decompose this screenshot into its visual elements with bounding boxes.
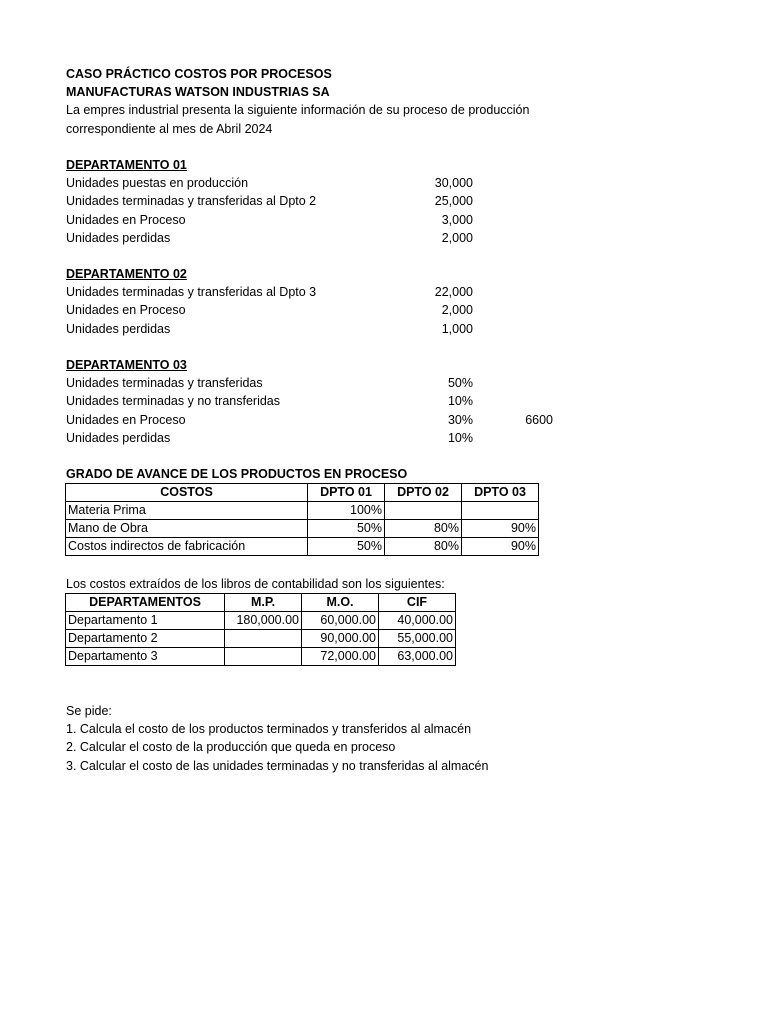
table-cell: Departamento 1: [66, 611, 225, 629]
table-header-row: [66, 484, 539, 502]
dept3-row: Unidades en Proceso 30% 6600: [66, 412, 553, 427]
table-cell: [225, 647, 302, 665]
dept1-row: Unidades terminadas y transferidas al Dpto 2 25,000: [66, 194, 473, 209]
intro-line-2: correspondiente al mes de Abril 2024: [66, 121, 273, 136]
dept1-row: Unidades perdidas 2,000: [66, 230, 473, 245]
table-header-row: [66, 593, 456, 611]
table-cell: 90%: [462, 538, 539, 556]
table-cell: Materia Prima: [66, 502, 308, 520]
list-item: 3. Calcular el costo de las unidades terminadas y no transferidas al almacén: [66, 758, 489, 773]
se-pide-heading: Se pide:: [66, 704, 112, 719]
table-cell: 72,000.00: [302, 647, 379, 665]
document-title: CASO PRÁCTICO COSTOS POR PROCESOS: [66, 67, 332, 81]
dept2-row: Unidades en Proceso 2,000: [66, 303, 473, 318]
column-header: CIF: [379, 593, 456, 611]
table-cell: 100%: [308, 502, 385, 520]
costos-intro: Los costos extraídos de los libros de contabilidad son los siguientes:: [66, 576, 445, 591]
column-header: DPTO 01: [308, 484, 385, 502]
dept3-row: Unidades terminadas y no transferidas 10%: [66, 394, 473, 409]
column-header: M.P.: [225, 593, 302, 611]
table-cell: 50%: [308, 520, 385, 538]
table-cell: 55,000.00: [379, 629, 456, 647]
dept2-heading: DEPARTAMENTO 02: [66, 267, 187, 282]
list-item: 1. Calcula el costo de los productos terminados y transferidos al almacén: [66, 722, 472, 737]
company-name: MANUFACTURAS WATSON INDUSTRIAS SA: [66, 85, 330, 100]
table-cell: [225, 629, 302, 647]
table-row: [66, 611, 456, 629]
dept2-row: Unidades terminadas y transferidas al Dpto 3 22,000: [66, 285, 473, 300]
table-cell: Departamento 2: [66, 629, 225, 647]
table-cell: 180,000.00: [225, 611, 302, 629]
table-cell: [385, 502, 462, 520]
avance-heading: GRADO DE AVANCE DE LOS PRODUCTOS EN PROCESO: [66, 467, 408, 482]
dept1-row: Unidades en Proceso 3,000: [66, 212, 473, 227]
document-page: [66, 65, 706, 775]
table-cell: 63,000.00: [379, 647, 456, 665]
dept2-row: Unidades perdidas 1,000: [66, 321, 473, 336]
table-row: [66, 520, 539, 538]
table-cell: Mano de Obra: [66, 520, 308, 538]
table-cell: Departamento 3: [66, 647, 225, 665]
table-cell: Costos indirectos de fabricación: [66, 538, 308, 556]
costos-table: [65, 593, 456, 666]
table-row: [66, 538, 539, 556]
table-cell: 50%: [308, 538, 385, 556]
dept3-row: Unidades terminadas y transferidas 50%: [66, 376, 473, 391]
table-cell: 80%: [385, 520, 462, 538]
table-row: [66, 647, 456, 665]
table-cell: [462, 502, 539, 520]
avance-table: [65, 483, 539, 556]
table-cell: 80%: [385, 538, 462, 556]
column-header: DPTO 02: [385, 484, 462, 502]
table-row: [66, 629, 456, 647]
column-header: M.O.: [302, 593, 379, 611]
dept1-row: Unidades puestas en producción 30,000: [66, 176, 473, 191]
table-cell: 90%: [462, 520, 539, 538]
column-header: DEPARTAMENTOS: [66, 593, 225, 611]
dept3-row: Unidades perdidas 10%: [66, 430, 473, 445]
table-cell: 40,000.00: [379, 611, 456, 629]
list-item: 2. Calcular el costo de la producción que queda en proceso: [66, 740, 396, 755]
column-header: DPTO 03: [462, 484, 539, 502]
dept1-heading: DEPARTAMENTO 01: [66, 157, 187, 172]
column-header: COSTOS: [66, 484, 308, 502]
table-cell: 90,000.00: [302, 629, 379, 647]
table-cell: 60,000.00: [302, 611, 379, 629]
intro-line-1: La empres industrial presenta la siguiente información de su proceso de producción: [66, 103, 530, 118]
table-row: [66, 502, 539, 520]
dept3-heading: DEPARTAMENTO 03: [66, 358, 187, 372]
